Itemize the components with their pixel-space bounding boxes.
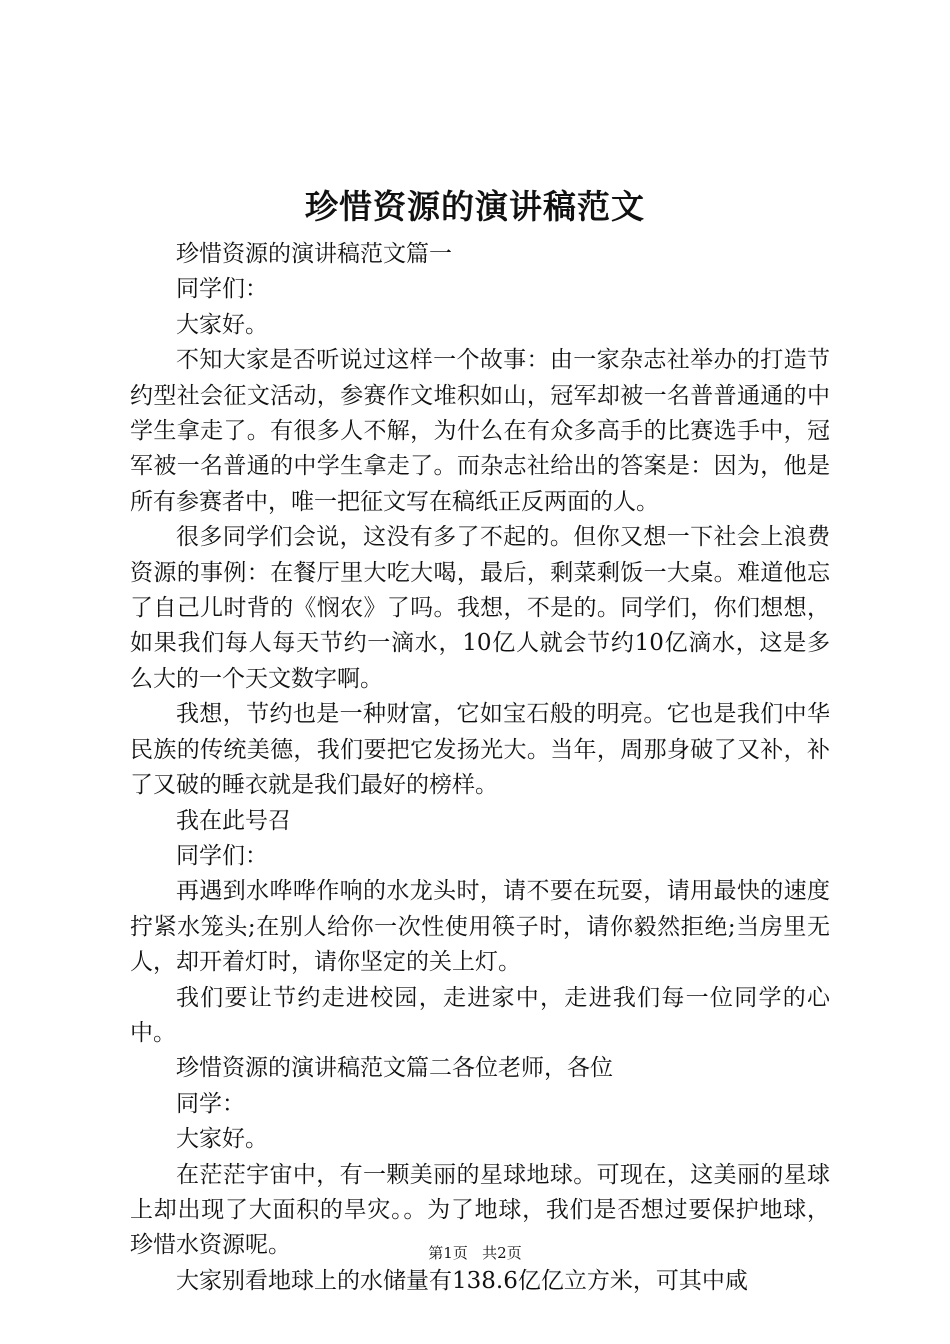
page-gap	[473, 1244, 478, 1262]
paragraph: 不知大家是否听说过这样一个故事：由一家杂志社举办的打造节约型社会征文活动，参赛作文堆积如山，冠军却被一名普普通通的中学生拿走了。有很多人不解，为什么在有众多高手的比赛选手中，冠军被一名普通的中学生拿走了。而杂志社给出的答案是：因为，他是所有参赛者中，唯一把征文写在稿纸正反两面的人。	[130, 347, 830, 515]
document-body	[130, 237, 830, 1299]
paragraph: 我在此号召	[176, 807, 291, 834]
paragraph: 我想，节约也是一种财富，它如宝石般的明亮。它也是我们中华民族的传统美德，我们要把它发扬光大。当年，周那身破了又补，补了又破的睡衣就是我们最好的榜样。	[130, 701, 830, 799]
paragraph: 同学：	[176, 1090, 245, 1117]
paragraph: 我们要让节约走进校园，走进家中，走进我们每一位同学的心中。	[130, 984, 830, 1046]
page-number: 第1页	[428, 1244, 468, 1262]
paragraph: 大家好。	[176, 1126, 268, 1153]
paragraph: 同学们：	[176, 276, 268, 303]
paragraph: 很多同学们会说，这没有多了不起的。但你又想一下社会上浪费资源的事例：在餐厅里大吃大喝，最后，剩菜剩饭一大桌。难道他忘了自己儿时背的《悯农》了吗。我想，不是的。同学们，你们想想，如果我们每人每天节约一滴水，10亿人就会节约10亿滴水，这是多么大的一个天文数字啊。	[130, 524, 830, 692]
paragraph: 同学们：	[176, 842, 268, 869]
paragraph: 珍惜资源的演讲稿范文篇一	[176, 241, 452, 267]
page-total: 共2页	[482, 1244, 522, 1262]
paragraph: 大家别看地球上的水储量有138.6亿亿立方米，可其中咸	[176, 1267, 748, 1294]
paragraph: 再遇到水哗哗作响的水龙头时，请不要在玩耍，请用最快的速度拧紧水笼头;在别人给你一次性使用筷子时，请你毅然拒绝;当房里无人，却开着灯时，请你坚定的关上灯。	[130, 878, 830, 976]
page-title: 珍惜资源的演讲稿范文	[305, 187, 645, 226]
paragraph: 大家好。	[176, 311, 268, 338]
paragraph: 在茫茫宇宙中，有一颗美丽的星球地球。可现在，这美丽的星球上却出现了大面积的旱灾。。为了地球，我们是否想过要保护地球，珍惜水资源呢。	[130, 1161, 830, 1259]
paragraph: 珍惜资源的演讲稿范文篇二各位老师，各位	[176, 1055, 613, 1082]
page-footer	[0, 1242, 950, 1264]
